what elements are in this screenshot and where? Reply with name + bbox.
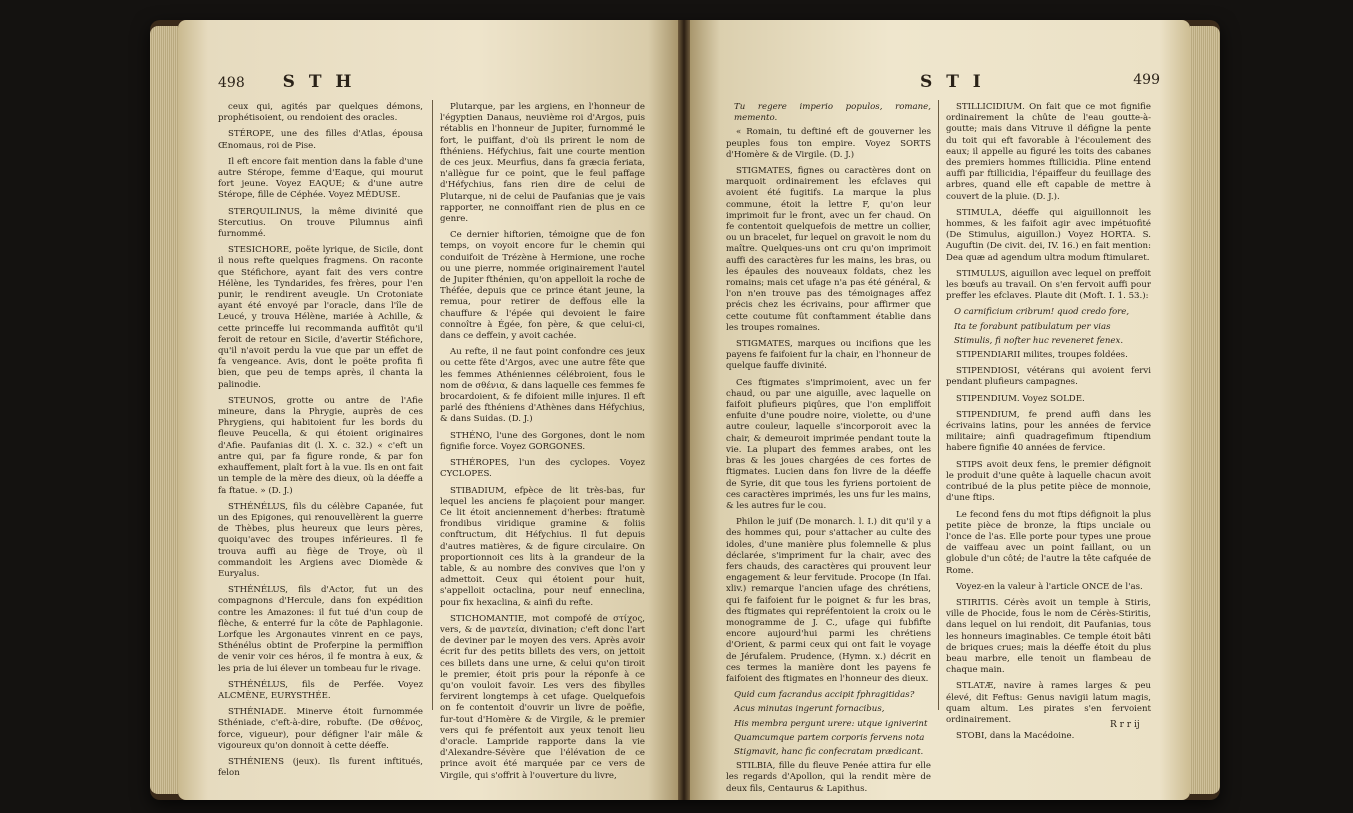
paragraph: STIPENDIUM, fe prend auffi dans les écrivains latins, pour les années de fervice militaire; ainfi quadragefimum ftipendium habere fignifie 40 années de fervice. xyxy=(946,409,1151,454)
paragraph: ceux qui, agités par quelques démons, prophétisoient, ou rendoient des oracles. xyxy=(218,102,423,124)
paragraph: Quamcumque partem corporis fervens nota xyxy=(734,732,925,743)
paragraph: STIMULA, déeffe qui aiguillonnoit les hommes, & les faifoit agir avec impétuofité (De Stimulus, aiguillon.) Voyez HORTA. S. Auguftin (De civit. dei, IV. 16.) en fait mention: Dea quæ ad agendum ultra modum ftimularet. xyxy=(946,207,1151,263)
paragraph: STHÉNIADE. Minerve étoit furnommée Sthéniade, c'eft-à-dire, robufte. (De σθένος, force, vigueur), pour défigner l'air mâle & vigoureux qu'on donnoit à cette déeffe. xyxy=(218,707,423,751)
paragraph: STIPENDIOSI, vétérans qui avoient fervi pendant plufieurs campagnes. xyxy=(946,366,1151,388)
right-page xyxy=(690,20,1190,800)
paragraph: Au refte, il ne faut point confondre ces jeux ou cette fête d'Argos, avec une autre fête que les femmes Athéniennes célébroient, fous le nom de σθένια, & dans laquelle ces femmes fe brocardoient, & fe difoient mille injures. Il eft parlé des fthéniens d'Athènes dans Héfychius, & dans Suidas. (D. J.) xyxy=(440,347,645,425)
paragraph: O carnificium cribrum! quod credo fore, xyxy=(954,307,1130,318)
paragraph: STÉROPE, une des filles d'Atlas, épousa Œnomaus, roi de Pise. xyxy=(218,129,423,151)
paragraph: STIBADIUM, efpèce de lit très-bas, fur lequel les anciens fe plaçoient pour manger. Ce lit étoit anciennement d'herbes: ftratumè frondibus viridique gramine & foliis conftructum, dit Héfychius. Il fut depuis d'autres matières, & de figure circulaire. On proportionnoit ces lits à la grandeur de la table, & au nombre des convives que l'on y admettoit. Ceux qui étoient pour huit, s'appelloit octaclina, pour neuf enneclina, pour fix hexaclina, & ainfi du refte. xyxy=(440,485,645,608)
paragraph: STOBI, dans la Macédoine. xyxy=(956,731,1075,742)
open-book xyxy=(150,20,1220,800)
signature-mark: R r r ij xyxy=(1110,720,1140,730)
paragraph: Philon le juif (De monarch. l. I.) dit qu'il y a des hommes qui, pour s'attacher au culte des idoles, d'une manière plus folemnelle & plus déclarée, s'impriment fur la chair, avec des fers chauds, des caractères qui prouvent leur engagement & leur fervitude. Procope (In Ifai. xliv.) remarque l'ancien ufage des chrétiens, qui fe faifoient fur le poignet & fur les bras, des ftigmates qui repréfentoient la croix ou le monogramme de J. C., ufage qui fubfifte encore aujourd'hui parmi les chrétiens d'Orient, & parmi ceux qui ont fait le voyage de Jérufalem. Prudence, (Hymn. x.) décrit en ces termes la manière dont les payens fe faifoient des ftigmates en l'honneur des dieux. xyxy=(726,517,931,684)
left-page-number: 498 xyxy=(218,75,245,91)
paragraph: Plutarque, par les argiens, en l'honneur de l'égyptien Danaus, neuvième roi d'Argos, puis rétablis en l'honneur de Jupiter, furnommé le fort, le puiffant, d'où ils prirent le nom de fthéniens. Héfychius, fait une courte mention de ces jeux. Meurfius, dans fa græcia feriata, n'allègue fur ce point, que le feul paffage d'Héfychius, fans rien dire de celui de Plutarque, ni de celui de Paufanias que je vais rapporter, ne connoiffant rien de plus en ce genre. xyxy=(440,102,645,225)
paragraph: Acus minutas ingerunt fornacibus, xyxy=(734,704,885,715)
paragraph: Stimulis, fi nofter huc reveneret fenex. xyxy=(954,335,1124,346)
paragraph: STERQUILINUS, la même divinité que Stercutius. On trouve Pilumnus ainfi furnommé. xyxy=(218,206,423,240)
paragraph: Quid cum facrandus accipit fphragitidas? xyxy=(734,690,915,701)
paragraph: Tu regere imperio populos, romane, memento. xyxy=(734,102,931,124)
paragraph: STILLICIDIUM. On fait que ce mot fignifie ordinairement la chûte de l'eau goutte-à-goutte; mais dans Vitruve il défigne la pente du toit qui eft favorable à l'écoulement des eaux; il appelle au figuré les toits des cabanes des premiers hommes ftillicidia. Pline entend auffi par ftillicidia, l'épaiffeur du feuillage des arbres, quand elle eft capable de mettre à couvert de la pluie. (D. J.). xyxy=(946,102,1151,202)
right-page-header xyxy=(730,72,1160,92)
paragraph: Voyez-en la valeur à l'article ONCE de l'as. xyxy=(956,581,1143,592)
left-page-heading: S T H xyxy=(282,72,356,92)
paragraph: STHÉNÉLUS, fils de Perfée. Voyez ALCMÈNE, EURYSTHÉE. xyxy=(218,679,423,701)
paragraph: STIGMATES, marques ou incifions que les payens fe faifoient fur la chair, en l'honneur de quelque fauffe divinité. xyxy=(726,339,931,372)
paragraph: Ce dernier hiftorien, témoigne que de fon temps, on voyoit encore fur le chemin qui conduifoit de Trézène à Hermione, une roche ou une pierre, nommée originairement l'autel de Jupiter fthénien, qu'on appelloit la roche de Théfée, depuis que ce prince étant jeune, la remua, pour retirer de deffous elle la chauffure & l'épée qui devoient le faire connoître à Égée, fon père, & que celui-ci, dans ce deffein, y avoit cachée. xyxy=(440,230,645,342)
paragraph: STEUNOS, grotte ou antre de l'Afie mineure, dans la Phrygie, auprès de ces Phrygiens, qui habitoient fur les bords du fleuve Peucella, & qui étoient originaires d'Afie. Paufanias dit (l. X. c. 32.) « c'eft un antre qui, par fa figure ronde, & par fon exhauffement, plaît fort à la vue. Ils en ont fait un temple de la mère des dieux, où la déeffe a fa ftatue. » (D. J.) xyxy=(218,395,423,496)
page-edges-left xyxy=(150,26,178,794)
right-column-2 xyxy=(946,102,1151,747)
paragraph: STLATÆ, navire à rames larges & peu élevé, dit Feftus: Genus navigii latum magis, quam altum. Les pirates s'en fervoient ordinairement. xyxy=(946,681,1151,725)
left-column-1 xyxy=(218,102,423,784)
paragraph: Stigmavit, hanc fic confecratam prædicant. xyxy=(734,746,924,757)
right-page-number: 499 xyxy=(1133,72,1160,88)
paragraph: Ita te forabunt patibulatum per vias xyxy=(954,321,1111,332)
book-gutter xyxy=(678,20,690,800)
paragraph: STHÉNÉLUS, fils d'Actor, fut un des compagnons d'Hercule, dans fon expédition contre les Amazones: il fut tué d'un coup de flèche, & enterré fur la côte de Paphlagonie. Lorfque les Argonautes vinrent en ce pays, Sthénélus obtint de Proferpine la permiffion de venir voir ces héros, il fe montra à eux, & les pria de lui élever un tombeau fur le rivage. xyxy=(218,585,423,674)
paragraph: STHÉNO, l'une des Gorgones, dont le nom fignifie force. Voyez GORGONES. xyxy=(440,430,645,452)
left-column-2 xyxy=(440,102,645,787)
right-column-1 xyxy=(726,102,931,800)
paragraph: Il eft encore fait mention dans la fable d'une autre Stérope, femme d'Eaque, qui mourut fort jeune. Voyez EAQUE; & d'une autre Stérope, fille de Céphée. Voyez MÉDUSE. xyxy=(218,156,423,201)
paragraph: « Romain, tu deftiné eft de gouverner les peuples fous ton empire. Voyez SORTS d'Homère & de Virgile. (D. J.) xyxy=(726,127,931,160)
paragraph: STICHOMANTIE, mot compofé de στίχος, vers, & de μαντεία, divination; c'eft donc l'art de deviner par le moyen des vers. Après avoir écrit fur des petits billets des vers, on jettoit ces billets dans une urne, & celui qu'on tiroit le premier, étoit pris pour la réponfe à ce qu'on vouloit favoir. Les vers des fibylles fervirent longtemps à cet ufage. Quelquefois on fe contentoit d'ouvrir un livre de poëfie, fur-tout d'Homère & de Virgile, & le premier vers qui fe préfentoit aux yeux tenoit lieu d'oracle. Lampride rapporte dans la vie d'Alexandre-Sévère que l'élévation de ce prince avoit été marquée par ce vers de Virgile, qui s'offrit à l'ouverture du livre, xyxy=(440,613,645,781)
paragraph: STIGMATES, fignes ou caractères dont on marquoit ordinairement les efclaves qui avoient été fugitifs. La marque la plus commune, étoit la lettre F, qu'on leur imprimoit fur le front, avec un fer chaud. On fe contentoit quelquefois de mettre un collier, ou un bracelet, fur lequel on gravoit le nom du maître. Quelques-uns ont cru qu'on imprimoit auffi des caractères fur les mains, les bras, ou les épaules des nouveaux foldats, chez les romains; mais cet ufage n'a pas été général, & l'on n'en trouve pas des témoignages affez précis chez les écrivains, pour affirmer que cette coutume fût conftamment établie dans les troupes romaines. xyxy=(726,166,931,333)
left-page xyxy=(178,20,678,800)
paragraph: STIRITIS. Cérès avoit un temple à Stiris, ville de Phocide, fous le nom de Cérès-Stiritis, dans lequel on lui rendoit, dit Paufanias, tous les honneurs imaginables. Ce temple étoit bâti de briques crues; mais la déeffe étoit du plus beau marbre, elle tenoit un flambeau de chaque main. xyxy=(946,597,1151,676)
paragraph: STESICHORE, poëte lyrique, de Sicile, dont il nous refte quelques fragmens. On raconte que Stéfichore, ayant fait des vers contre Hélène, les Tyndarides, fes frères, pour l'en punir, le rendirent aveugle. Un Crotoniate ayant été envoyé par l'oracle, dans l'île de Leucé, y trouva Hélène, mariée à Achille, & cette princeffe lui recommanda auffitôt qu'il feroit de retour en Sicile, d'avertir Stéfichore, qu'il n'avoit perdu la vue que par un effet de fa vengeance. Avis, dont le poëte profita fi bien, que peu de temps après, il chanta la palinodie. xyxy=(218,245,423,390)
paragraph: STILBIA, fille du fleuve Penée attira fur elle les regards d'Apollon, qui la rendit mère de deux fils, Centaurus & Lapithus. xyxy=(726,761,931,794)
paragraph: STHÉNÉLUS, fils du célèbre Capanée, fut un des Epigones, qui renouvellèrent la guerre de Thèbes, plus heureux que leurs pères, quoiqu'avec des troupes inférieures. Il fe trouva auffi au fiège de Troye, où il commandoit les Argiens avec Diomède & Euryalus. xyxy=(218,501,423,579)
paragraph: STIPENDIARII milites, troupes foldées. xyxy=(956,350,1128,361)
paragraph: STIPS avoit deux fens, le premier défignoit le produit d'une quête à laquelle chacun avoit contribué de la plus petite pièce de monnoie, d'une ftips. xyxy=(946,459,1151,504)
column-rule xyxy=(432,100,433,710)
right-page-heading: S T I xyxy=(920,72,985,92)
paragraph: STIMULUS, aiguillon avec lequel on preffoit les bœufs au travail. On s'en fervoit auffi pour preffer les efclaves. Plaute dit (Moft. I. 1. 53.): xyxy=(946,268,1151,302)
paragraph: STIPENDIUM. Voyez SOLDE. xyxy=(956,393,1085,404)
paragraph: STHÉROPES, l'un des cyclopes. Voyez CYCLOPES. xyxy=(440,458,645,480)
column-rule xyxy=(938,100,939,710)
paragraph: Le fecond fens du mot ftips défignoit la plus petite pièce de bronze, la ftips unciale ou l'once de l'as. Elle porte pour types une proue de vaiffeau avec un point faillant, ou un globule d'un côté; de l'autre la tête cafquée de Rome. xyxy=(946,509,1151,576)
paragraph: STHÉNIENS (jeux). Ils furent inftitués, felon xyxy=(218,756,423,779)
paragraph: His membra pergunt urere: utque igniverint xyxy=(734,718,928,729)
paragraph: Ces ftigmates s'imprimoient, avec un fer chaud, ou par une aiguille, avec laquelle on faifoit plufieurs piqûres, que l'on empliffoit enfuite d'une poudre noire, violette, ou d'une autre couleur, laquelle s'incorporoit avec la chair, & demeuroit imprimée pendant toute la vie. La plupart des femmes arabes, ont les bras & les joues chargées de ces fortes de ftigmates. Lucien dans fon livre de la déeffe de Syrie, dit que tous les fyriens portoient de ces caractères imprimés, les uns fur les mains, & les autres fur le cou. xyxy=(726,377,931,511)
page-edges-right xyxy=(1190,26,1220,794)
left-page-header xyxy=(218,72,355,92)
